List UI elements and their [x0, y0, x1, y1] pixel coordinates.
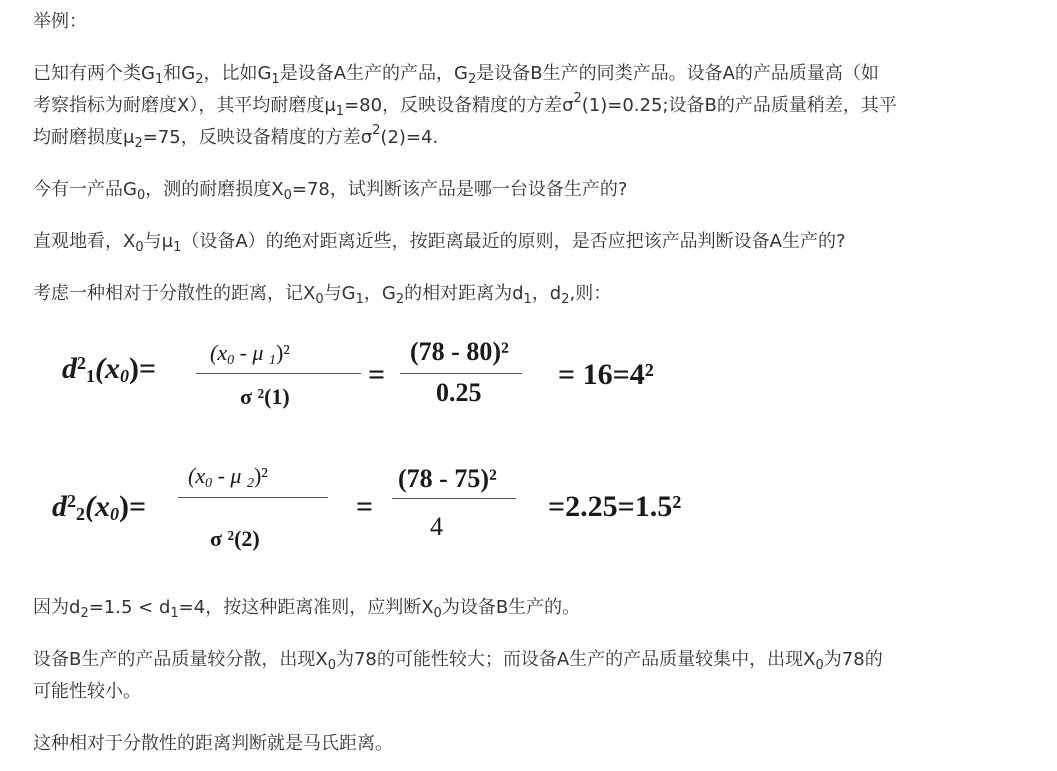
paragraph-1: 已知有两个类$G_1$和$G_2$，比如$G_1$是设备A生产的产品，$G_2$是设备B生产的同类产品。设备A的产品质量高（如 考察指标为耐磨度X），其平均耐磨度$\mu_1=80$，反映设备精度的方差$\sigma^2(1)=0.25$;设备B的产品质量稍差，其平 均耐磨损度$\mu_2=75$，反映设备精度的方差$\sigma^2(2)=4$. — [33, 63, 897, 151]
formula-1-numerator-1: ($x_0$ - μ $_1$)² — [210, 340, 290, 368]
fraction-bar — [178, 497, 328, 498]
paragraph-4: 考虑一种相对于分散性的距离，记$X_0$与$G_1$，$G_2$的相对距离为$d_1$，$d_2$,则： — [33, 283, 612, 307]
formula-2-lhs: $d^2_2(x_0)=$ — [52, 490, 147, 524]
fraction-bar — [400, 373, 522, 374]
formula-2-numerator-1: ($x_0$ - μ $_2$)² — [188, 463, 268, 491]
formula-2-denominator-1: σ ²(2) — [210, 526, 260, 551]
formula-2-equals: = — [356, 490, 374, 523]
paragraph-5: 因为$d_2=1.5 < d_1=4$，按这种距离准则，应判断$X_0$为设备B生产的。 — [33, 597, 581, 621]
formula-1-denominator-1: σ ²(1) — [240, 384, 290, 409]
paragraph-2: 今有一产品$G_0$，测的耐磨损度$X_0=78$，试判断该产品是哪一台设备生产的? — [33, 179, 628, 203]
paragraph-3: 直观地看，$X_0$与$\mu_1$（设备A）的绝对距离近些，按距离最近的原则，是否应把该产品判断设备A生产的? — [33, 231, 846, 255]
formula-1-numerator-2: (78 - 80)² — [410, 337, 509, 366]
fraction-bar — [196, 373, 361, 374]
heading: 举例： — [33, 11, 87, 32]
formula-1-denominator-2: 0.25 — [436, 378, 482, 407]
paragraph-7: 这种相对于分散性的距离判断就是马氏距离。 — [33, 733, 393, 754]
fraction-bar — [392, 498, 516, 499]
formula-2-numerator-2: (78 - 75)² — [398, 464, 497, 493]
formula-2-denominator-2: 4 — [430, 512, 443, 541]
formula-1-equals: = — [368, 358, 386, 391]
formula-2-result: =2.25=1.5² — [548, 490, 682, 523]
formula-1-result: = 16=4² — [558, 358, 654, 391]
paragraph-6: 设备B生产的产品质量较分散，出现$X_0$为78的可能性较大；而设备A生产的产品质量较集中，出现$X_0$为78的 可能性较小。 — [33, 649, 883, 702]
formula-1-lhs: $d^2_1(x_0)=$ — [62, 352, 157, 386]
